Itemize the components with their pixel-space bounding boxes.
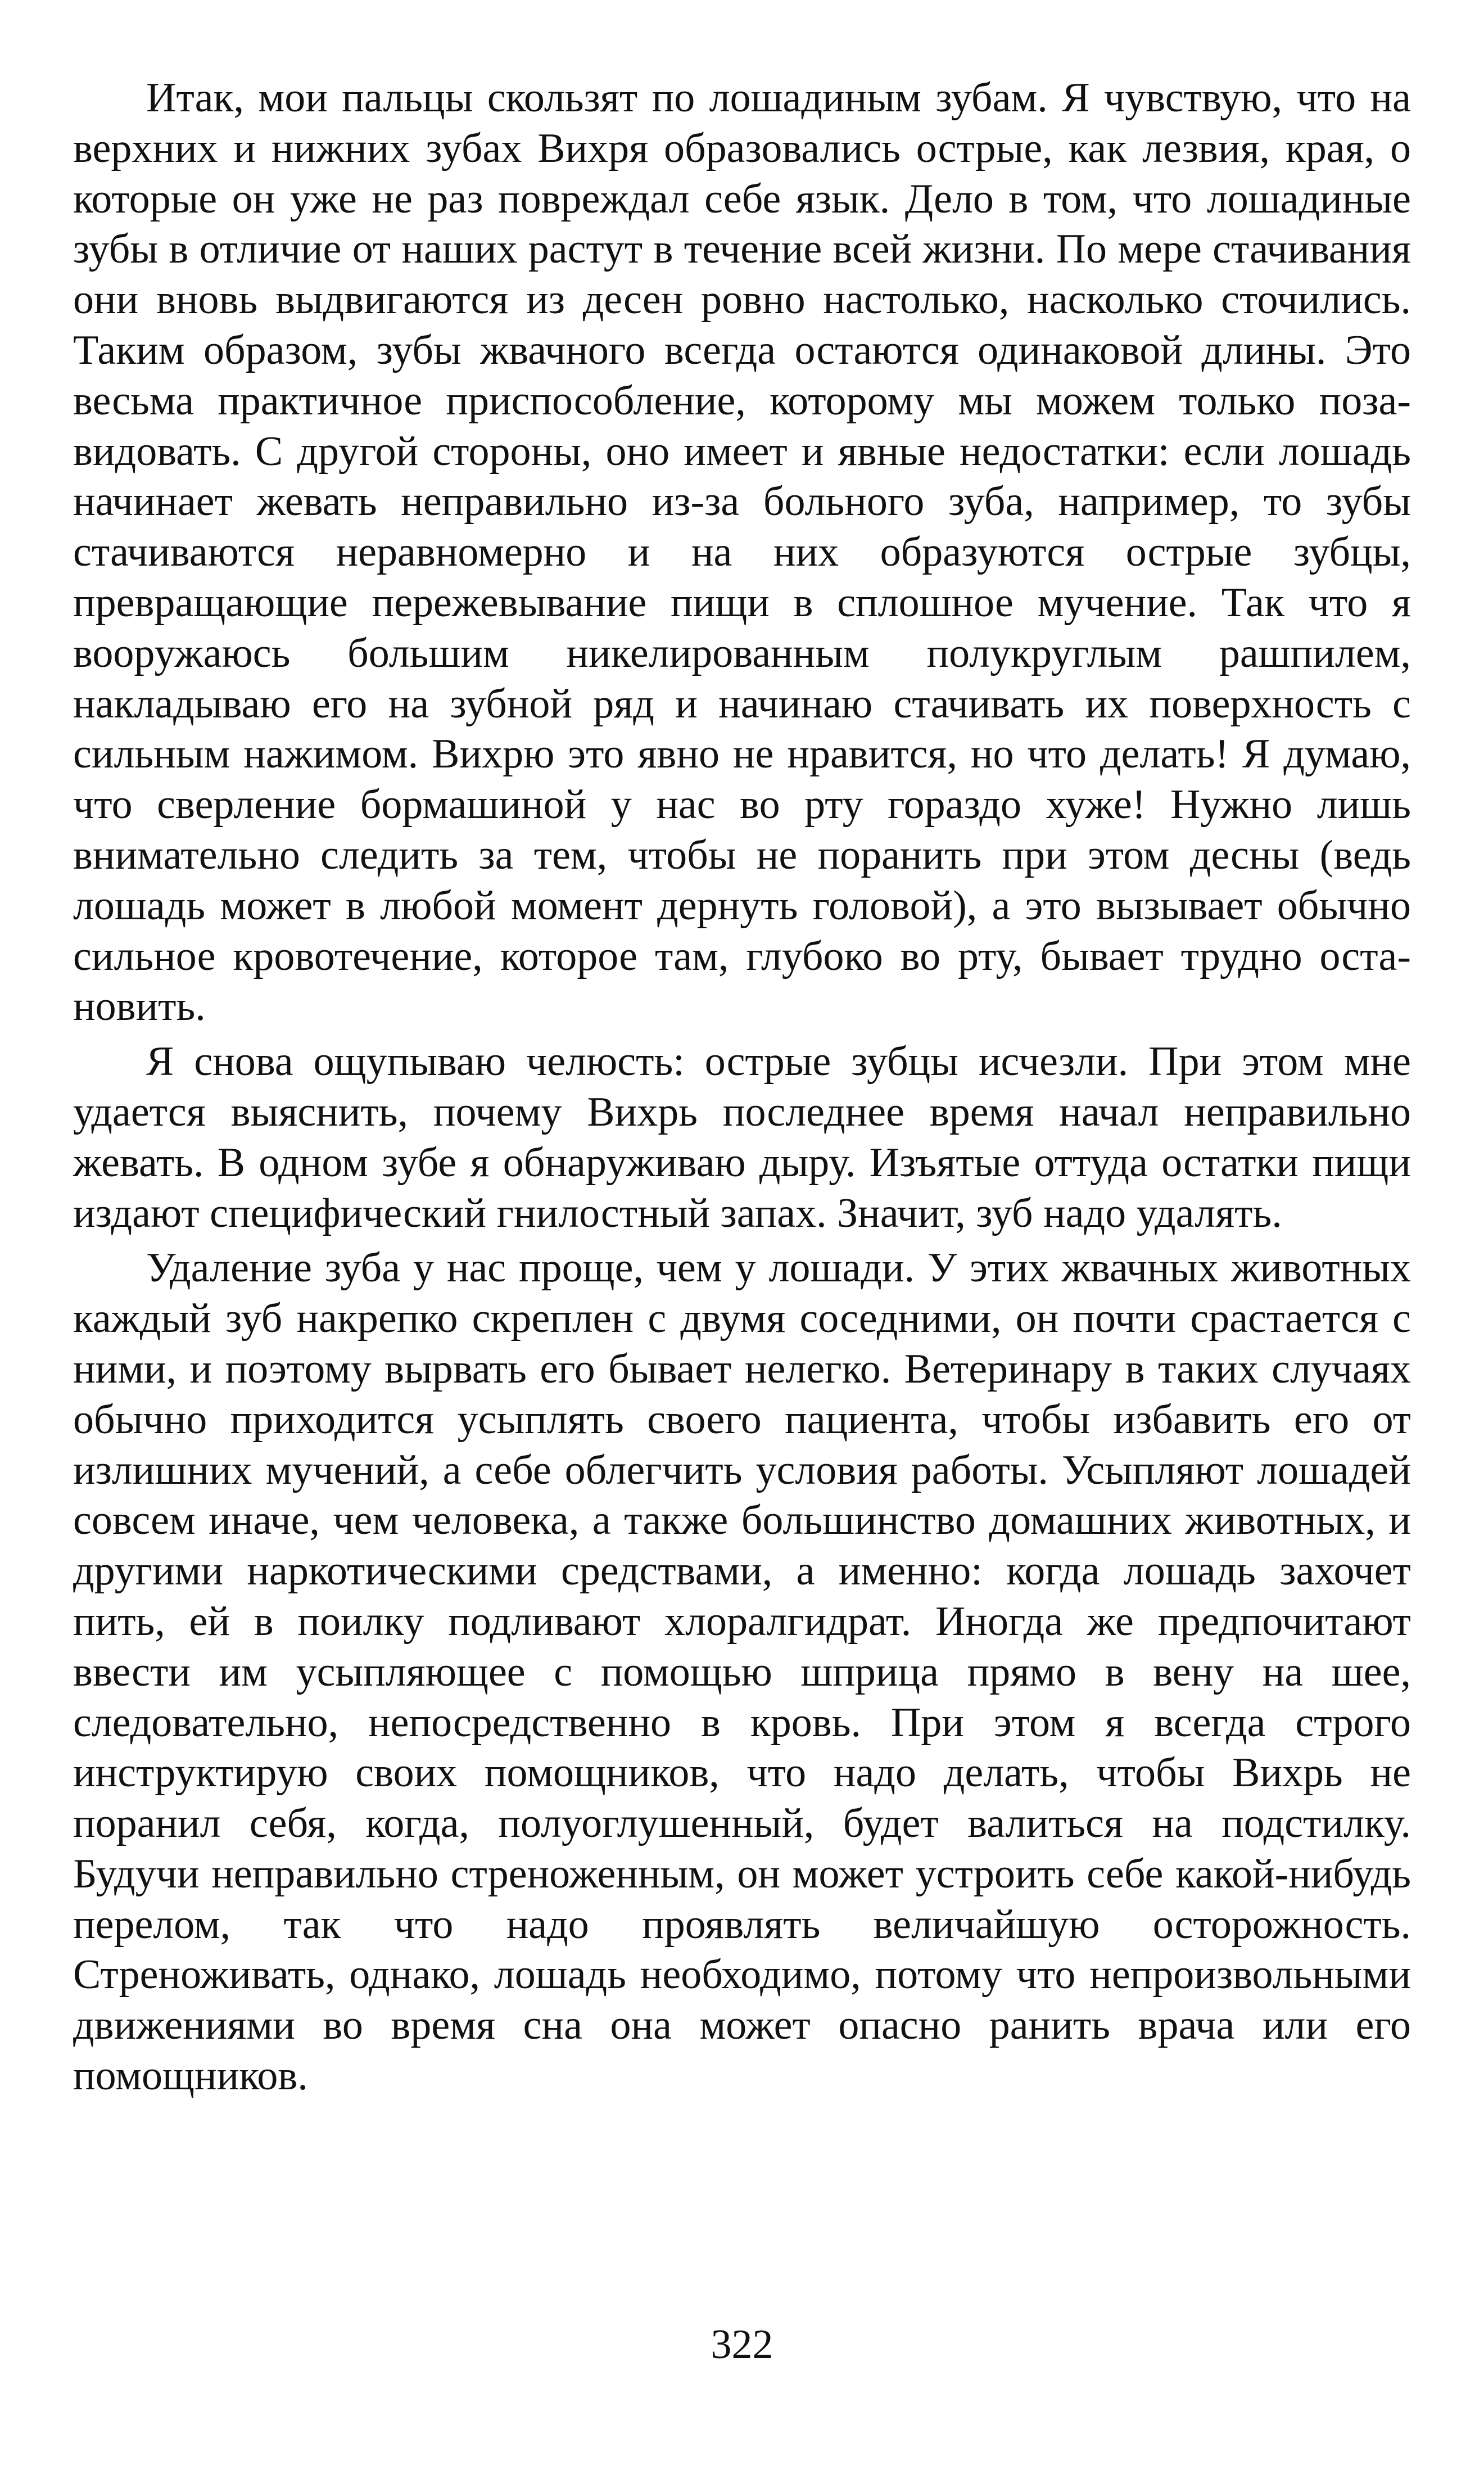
page-number: 322 <box>711 2322 773 2368</box>
paragraph-3: Удаление зуба у нас проще, чем у лошади. У этих жвачных животных каждый зуб накрепко скреплен с двумя соседними, он почти срастается с ними, и поэтому вырвать его бывает нелегко. Ветеринару в таких случаях обычно приходится усыплять своего пациента, чтобы избавить его от излишних мучений, а себе облегчить условия работы. Усыпляют лошадей совсем иначе, чем человека, а также большинство домашних животных, и другими наркотическими средствами, а именно: когда лошадь захочет пить, ей в поилку подливают хлоралгидрат. Иногда же предпочитают ввести им усыпляющее с помощью шприца прямо в вену на шее, следовательно, непосредственно в кровь. При этом я всегда строго инструктирую своих помощников, что надо делать, чтобы Вихрь не поранил себя, когда, полуоглушенный, будет валиться на подстилку. Будучи неправильно стреноженным, он может устроить себе какой-нибудь перелом, так что надо проявлять величайшую осторожность. Стреноживать, однако, лошадь необходимо, потому что непроизвольными движениями во время сна она может опасно ранить врача или его помощников. <box>73 1245 1411 2099</box>
body-text <box>73 73 1411 2102</box>
paragraph-2: Я снова ощупываю челюсть: острые зубцы исчезли. При этом мне удается выяснить, почему Вихрь последнее время начал неправильно жевать. В одном зубе я обнаруживаю дыру. Изъятые оттуда остатки пищи издают специфический гнилостный запах. Значит, зуб надо удалять. <box>73 1038 1411 1236</box>
book-page <box>73 73 1411 2412</box>
paragraph-1: Итак, мои пальцы скользят по лошадиным зубам. Я чувствую, что на верхних и нижних зубах Вихря образовались острые, как лезвия, края, о которые он уже не раз повреждал себе язык. Дело в том, что лошадиные зубы в отличие от наших растут в течение всей жизни. По мере стачивания они вновь выдвигаются из десен ровно настолько, насколько сточились. Таким образом, зубы жвачного всегда остаются одинаковой длины. Это весьма практичное приспособление, которому мы можем только позавидовать. С другой стороны, оно имеет и явные недостатки: если лошадь начинает жевать неправильно из-за больного зуба, например, то зубы стачиваются неравномерно и на них образуются острые зубцы, превращающие пережевывание пищи в сплошное мучение. Так что я вооружаюсь большим никелированным полукруглым рашпилем, накладываю его на зубной ряд и начинаю стачивать их поверхность с сильным нажимом. Вихрю это явно не нравится, но что делать! Я думаю, что сверление бормашиной у нас во рту гораздо хуже! Нужно лишь внимательно следить за тем, чтобы не поранить при этом десны (ведь лошадь может в любой момент дернуть головой), а это вызывает обычно сильное кровотечение, которое там, глубоко во рту, бывает трудно остановить. <box>73 75 1411 1030</box>
